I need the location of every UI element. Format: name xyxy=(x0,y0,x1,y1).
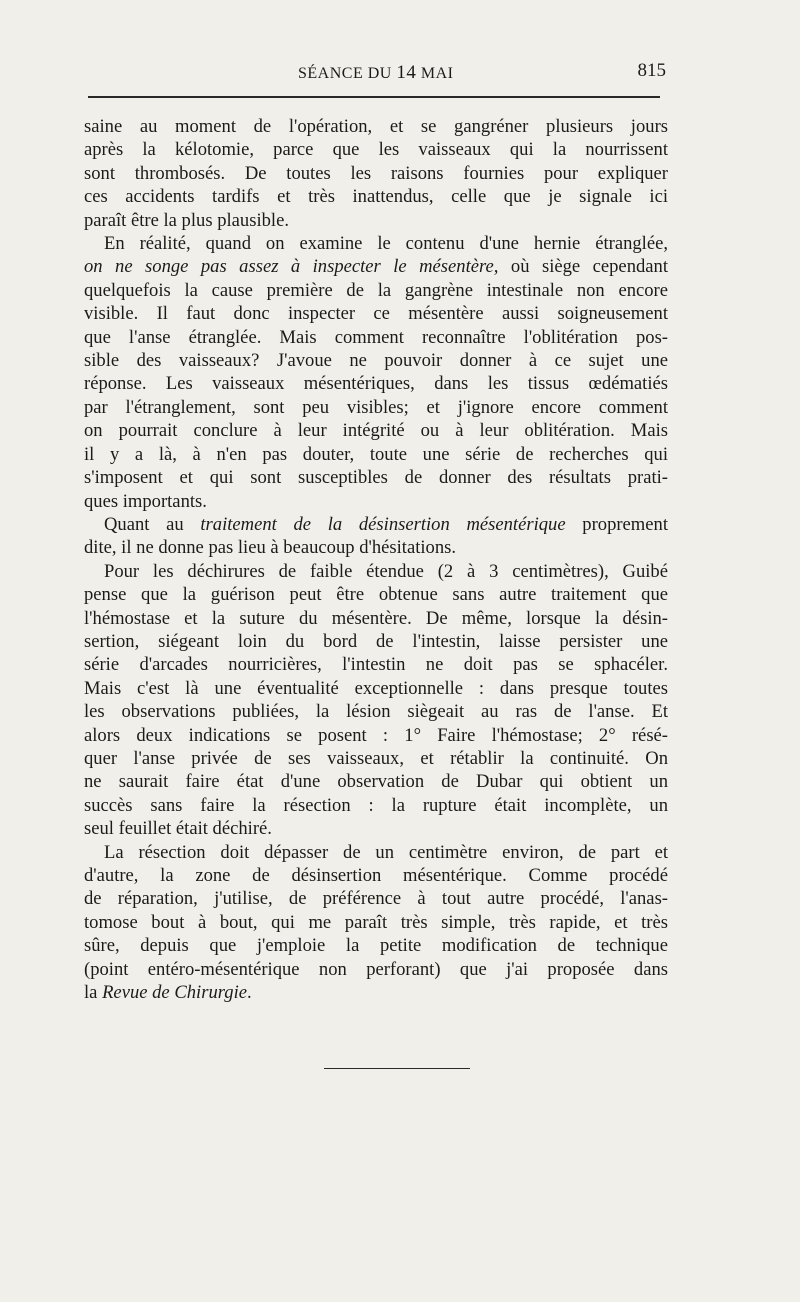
text-line: s'imposent et qui sont susceptibles de donner des résultats prati- xyxy=(84,467,668,489)
italic-phrase: Revue de Chirurgie xyxy=(102,982,247,1004)
text-line: dite, il ne donne pas lieu à beaucoup d'hésitations. xyxy=(84,537,457,559)
text-line: de réparation, j'utilise, de préférence à tout autre procédé, l'anas- xyxy=(84,888,668,910)
text-line: sont thrombosés. De toutes les raisons fournies pour expliquer xyxy=(84,162,668,184)
text-segment: la xyxy=(84,982,103,1004)
text-line: succès sans faire la résection : la rupture était incomplète, un xyxy=(84,794,668,816)
text-line: (point entéro-mésentérique non perforant) que j'ai proposée dans xyxy=(84,958,668,980)
header-title xyxy=(298,62,453,84)
text-line: série d'arcades nourricières, l'intestin ne doit pas se sphacéler. xyxy=(84,654,668,676)
text-line: visible. Il faut donc inspecter ce mésentère aussi soigneusement xyxy=(84,303,668,325)
text-line: Mais c'est là une éventualité exceptionnelle : dans presque toutes xyxy=(84,677,668,699)
text-line: tomose bout à bout, qui me paraît très simple, très rapide, et très xyxy=(84,911,668,933)
text-line: les observations publiées, la lésion siègeait au ras de l'anse. Et xyxy=(84,701,668,723)
header-rule xyxy=(88,96,660,98)
text-segment: proprement xyxy=(565,513,668,535)
text-line: pense que la guérison peut être obtenue sans autre traitement que xyxy=(84,584,668,606)
header-title-suffix: MAI xyxy=(416,65,454,82)
text-segment: . xyxy=(247,982,252,1004)
text-line: d'autre, la zone de désinsertion mésentérique. Comme procédé xyxy=(84,865,668,886)
text-line: paraît être la plus plausible. xyxy=(84,209,289,231)
body-text xyxy=(84,115,668,1004)
text-line: que l'anse étranglée. Mais comment reconnaître l'oblitération pos- xyxy=(84,326,668,348)
text-line: sûre, depuis que j'emploie la petite modification de technique xyxy=(84,935,668,957)
text-line: il y a là, à n'en pas douter, toute une série de recherches qui xyxy=(84,443,668,465)
text-line: saine au moment de l'opération, et se gangréner plusieurs jours xyxy=(84,116,668,137)
text-line: sertion, siégeant loin du bord de l'intestin, laisse persister une xyxy=(84,630,668,652)
text-line: ces accidents tardifs et très inattendus, celle que je signale ici xyxy=(84,186,668,208)
text-line: seul feuillet était déchiré. xyxy=(84,818,272,840)
text-line: La résection doit dépasser de un centimètre environ, de part et xyxy=(104,841,668,863)
header-title-day: 14 xyxy=(396,62,417,83)
text-line-mixed xyxy=(84,513,668,536)
text-line: En réalité, quand on examine le contenu d'une hernie étranglée, xyxy=(104,233,668,255)
italic-phrase: on ne songe pas assez à inspecter le mésentère, xyxy=(84,256,499,278)
text-line: réponse. Les vaisseaux mésentériques, dans les tissus œdématiés xyxy=(84,373,668,395)
text-line-mixed xyxy=(84,981,668,1004)
text-line: quelquefois la cause première de la gangrène intestinale non encore xyxy=(84,279,668,301)
text-line: ne saurait faire état d'une observation de Dubar qui obtient un xyxy=(84,771,668,793)
text-line: l'hémostase et la suture du mésentère. De même, lorsque la désin- xyxy=(84,607,668,629)
text-segment: où siège cependant xyxy=(498,256,668,278)
text-line: on pourrait conclure à leur intégrité ou à leur oblitération. Mais xyxy=(84,420,668,442)
running-header xyxy=(88,58,680,88)
text-line: Pour les déchirures de faible étendue (2 à 3 centimètres), Guibé xyxy=(104,560,668,582)
text-line: ques importants. xyxy=(84,490,207,512)
page-number: 815 xyxy=(637,60,666,81)
text-line: quer l'anse privée de ses vaisseaux, et rétablir la continuité. On xyxy=(84,747,668,769)
end-rule xyxy=(324,1068,470,1069)
italic-phrase: traitement de la désinsertion mésentérique xyxy=(200,513,566,535)
header-title-prefix: SÉANCE DU xyxy=(298,65,397,82)
text-line: alors deux indications se posent : 1° Faire l'hémostase; 2° résé- xyxy=(84,724,668,746)
text-line: après la kélotomie, parce que les vaisseaux qui la nourrissent xyxy=(84,139,668,161)
text-line: sible des vaisseaux? J'avoue ne pouvoir donner à ce sujet une xyxy=(84,350,668,372)
text-line: par l'étranglement, sont peu visibles; et j'ignore encore comment xyxy=(84,396,668,418)
text-segment: Quant au xyxy=(104,513,201,535)
text-line-mixed xyxy=(84,255,668,278)
